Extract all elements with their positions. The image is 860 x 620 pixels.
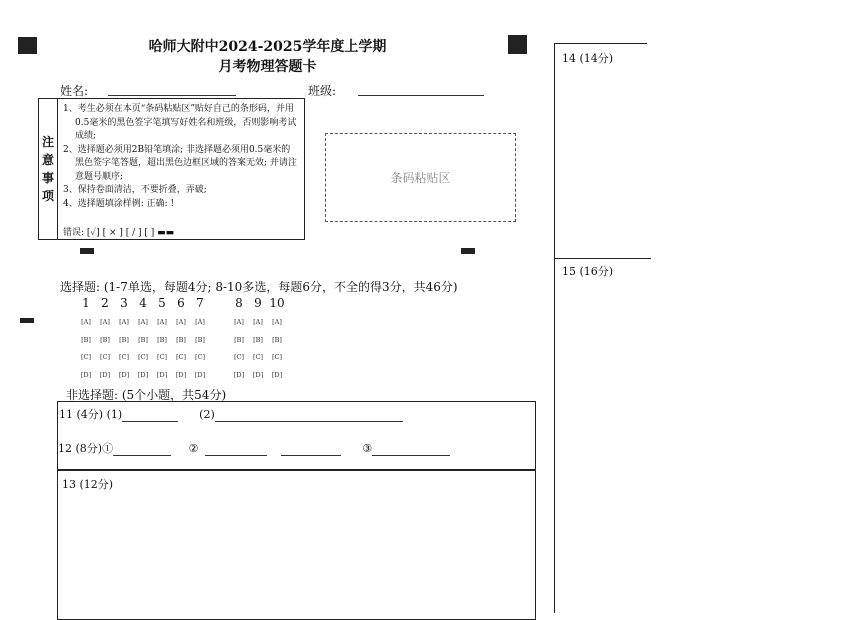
answer-bubble[interactable]: [D]: [175, 371, 187, 379]
answer-bubble[interactable]: [A]: [100, 318, 110, 326]
answer-bubble[interactable]: [A]: [81, 318, 91, 326]
non-choice-title: 非选择题: (5个小题，共54分): [66, 388, 227, 402]
answer-bubble[interactable]: [D]: [156, 371, 168, 379]
notice-heading-char: 意: [41, 153, 54, 167]
q11-part1: (1): [106, 408, 123, 421]
answer-bubble[interactable]: [C]: [156, 353, 168, 361]
answer-bubble[interactable]: [D]: [271, 371, 283, 379]
question-number: 7: [196, 296, 204, 310]
timing-mark-left: [80, 248, 94, 254]
answer-bubble[interactable]: [B]: [157, 336, 167, 344]
q12-row: [58, 440, 450, 456]
question-number: 10: [269, 296, 285, 310]
answer-bubble[interactable]: [B]: [234, 336, 244, 344]
question-number: 8: [235, 296, 243, 310]
notice-heading-char: 注: [41, 135, 54, 149]
answer-bubble[interactable]: [B]: [138, 336, 148, 344]
timing-mark-right: [461, 248, 475, 254]
answer-bubble[interactable]: [D]: [80, 371, 92, 379]
answer-bubble[interactable]: [B]: [176, 336, 186, 344]
answer-bubble[interactable]: [D]: [137, 371, 149, 379]
q11-row: [59, 406, 403, 422]
answer-bubble[interactable]: [B]: [100, 336, 110, 344]
q12-circle-2: ②: [188, 442, 199, 455]
answer-bubble[interactable]: [C]: [252, 353, 264, 361]
wrong-sample: 错误: [✓] [ × ] [ / ] [ ] ▬▬: [63, 228, 175, 238]
answer-bubble[interactable]: [B]: [119, 336, 129, 344]
class-label: 班级:: [308, 84, 337, 98]
multiple-choice-title: 选择题: (1-7单选，每题4分; 8-10多选，每题6分，不全的得3分，共46分): [60, 280, 458, 294]
page-title-line1: 哈师大附中2024-2025学年度上学期: [148, 39, 387, 55]
q11-blank-2[interactable]: [215, 409, 403, 422]
q12-blank-4[interactable]: [372, 443, 450, 456]
notice-item: 4、选择题填涂样例: 正确: !: [63, 198, 175, 209]
notice-heading: [39, 99, 58, 239]
q11-blank-1[interactable]: [122, 409, 178, 422]
answer-bubble[interactable]: [C]: [80, 353, 92, 361]
notice-item: 1、考生必须在本页“条码粘贴区”贴好自己的条形码，并用0.5毫米的黑色签字笔填写好姓名和班级，否则影响考试成绩;: [63, 104, 297, 141]
q12-circle-1: ①: [102, 442, 114, 455]
answer-box-14[interactable]: [555, 44, 653, 258]
answer-bubble[interactable]: [A]: [253, 318, 263, 326]
notice-item: 2、选择题必须用2B铅笔填涂; 非选择题必须用0.5毫米的黑色签字笔答题，超出黑色边框区域的答案无效; 并请注意题号顺序;: [63, 144, 297, 182]
answer-bubble[interactable]: [B]: [253, 336, 263, 344]
answer-bubble[interactable]: [A]: [138, 318, 148, 326]
answer-bubble[interactable]: [C]: [137, 353, 149, 361]
q11-part2: (2): [199, 408, 215, 421]
answer-bubble[interactable]: [C]: [175, 353, 187, 361]
q13-label: 13 (12分): [62, 478, 114, 491]
question-number: 5: [158, 296, 166, 310]
answer-bubble[interactable]: [C]: [233, 353, 245, 361]
notice-heading-char: 事: [41, 171, 54, 185]
answer-bubble[interactable]: [A]: [195, 318, 205, 326]
name-field[interactable]: [108, 95, 236, 96]
question-number: 6: [177, 296, 185, 310]
answer-bubble[interactable]: [A]: [234, 318, 244, 326]
question-number: 2: [101, 296, 109, 310]
q12-blank-1[interactable]: [113, 443, 171, 456]
answer-bubble[interactable]: [C]: [118, 353, 130, 361]
q12-blank-2[interactable]: [205, 443, 267, 456]
q12-label: 12 (8分): [58, 442, 103, 455]
answer-bubble[interactable]: [A]: [272, 318, 282, 326]
page-title-line2: 月考物理答题卡: [218, 59, 317, 75]
name-label: 姓名:: [60, 84, 89, 98]
barcode-label: 条码粘贴区: [390, 171, 451, 185]
question-number: 3: [120, 296, 128, 310]
timing-mark-mc: [20, 318, 34, 323]
notice-box: [38, 98, 305, 240]
answer-bubble[interactable]: [D]: [99, 371, 111, 379]
answer-box-15[interactable]: [555, 259, 653, 608]
barcode-paste-area: [325, 133, 516, 222]
answer-bubble[interactable]: [A]: [119, 318, 129, 326]
notice-item: 3、保持卷面清洁，不要折叠，弄破;: [63, 185, 207, 195]
answer-bubble[interactable]: [D]: [118, 371, 130, 379]
answer-bubble[interactable]: [B]: [272, 336, 282, 344]
question-number: 9: [254, 296, 262, 310]
question-number: 1: [82, 296, 90, 310]
answer-bubble[interactable]: [D]: [233, 371, 245, 379]
answer-bubble[interactable]: [C]: [271, 353, 283, 361]
answer-bubble[interactable]: [D]: [252, 371, 264, 379]
answer-bubble[interactable]: [C]: [194, 353, 206, 361]
q15-label: 15 (16分): [562, 265, 614, 278]
q14-label: 14 (14分): [562, 52, 614, 65]
q12-circle-3: ③: [362, 442, 373, 455]
answer-bubble[interactable]: [C]: [99, 353, 111, 361]
answer-bubble[interactable]: [A]: [157, 318, 167, 326]
class-field[interactable]: [358, 95, 484, 96]
answer-bubble[interactable]: [B]: [195, 336, 205, 344]
notice-heading-char: 项: [41, 189, 54, 203]
question-number: 4: [139, 296, 147, 310]
answer-bubble[interactable]: [D]: [194, 371, 206, 379]
answer-bubble[interactable]: [A]: [176, 318, 186, 326]
answer-bubble[interactable]: [B]: [81, 336, 91, 344]
q12-blank-3[interactable]: [281, 443, 341, 456]
notice-items: [63, 103, 299, 211]
q11-label: 11 (4分): [59, 408, 104, 421]
answer-box-13[interactable]: [57, 470, 536, 620]
